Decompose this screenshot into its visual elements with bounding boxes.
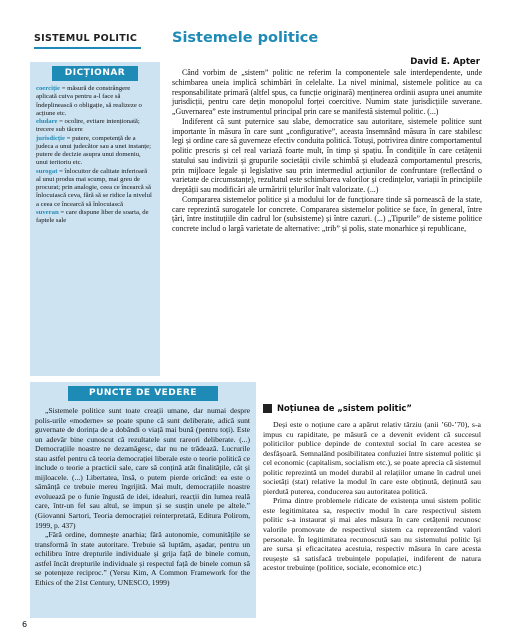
- section-heading: SISTEMUL POLITIC: [34, 33, 138, 44]
- section-rule: [34, 47, 141, 49]
- dictionary-entries: [30, 84, 160, 225]
- notion-title: Noțiunea de „sistem politic”: [277, 403, 412, 413]
- points-of-view-box: [30, 382, 256, 618]
- dictionary-title: DICȚIONAR: [52, 66, 138, 81]
- main-paragraph: Când vorbim de „sistem” politic ne referim la componentele sale interdependente, unde schimbarea uneia implică schimbări în celelalte. La nivel minimal, sistemele politice au ca responsabilitate primară (altfel spus, ca funcție originară) menținerea ordinii asupra unei anumite jurisdicții, pentru care dețin monopolul forței coercitive. Numim state jurisdicțiile suverane. „Guvernarea” este instrumentul principal prin care se manifestă sistemul politic. (...): [172, 68, 482, 116]
- notion-paragraph: Prima dintre problemele ridicate de existența unui sistem politic este legitimitatea sa, respectiv modul în care respectivul sistem politic s-a instaurat și mai ales măsura în care cetățenii recunosc valorile promovate de respectivul sistem ca reprezentând valori personale. În legitimitatea recunoscută sau nu sistemului politic își are sursa și eficacitatea acestuia, respectiv măsura în care acesta reușește să satisfacă trebuințele populației, indiferent de natura acestor trebuințe (politice, sociale, economice etc.): [263, 496, 481, 573]
- notion-paragraph: Deși este o noțiune care a apărut relativ târziu (anii ’60-’70), s-a impus cu rapiditate, pe măsură ce a devenit evident că succesul politicilor publice depinde de contextul social în care acestea se desfășoară. Semnalând posibilitatea confuziei între sistemul politic și cel economic (capitalism, socialism etc.), se poate aprecia că sistemul politic reprezintă un model durabil al relațiilor umane în cadrul unei societăți (stat) relative la modul în care este obținută, deținută sau pierdută puterea, conducerea sau autoritatea politică.: [263, 420, 481, 496]
- main-text: [172, 68, 482, 234]
- points-of-view-text: [30, 405, 256, 587]
- dictionary-entry-jurisdictie: jurisdicție = putere, competență de a judeca a unui judecător sau a unei instanțe; putere de decizie asupra unui domeniu, unui teritoriu etc.: [36, 134, 151, 167]
- dictionary-sidebar: [30, 62, 160, 376]
- dictionary-entry-surogat: surogat = înlocuitor de calitate inferioară al unui produs mai scump, mai greu de procurat; prin analogie, ceea ce încearcă să înlocuiască ceva, fără să se ridice la nivelul a ceea ce încearcă să înlocuiască: [36, 167, 152, 208]
- page-number: 6: [22, 620, 28, 629]
- author-name: David E. Apter: [410, 57, 480, 67]
- dictionary-entry-suveran: suveran = care dispune liber de soarta, de faptele sale: [36, 208, 149, 224]
- dictionary-entry-coercitie: coerciție = măsură de constrângere aplicată cuiva pentru a-l face să îndeplinească o obligație, să realizeze o acțiune etc.: [36, 85, 142, 117]
- main-paragraph: Indiferent că sunt puternice sau slabe, democratice sau autoritare, sistemele politice sunt importante în măsura în care sunt „configurative”, aceasta însemnând măsura în care stabilesc legi și ordine care să guverneze efectiv conduita politică. Totuși, potrivirea dintre comportamentul politic prescris și cel real variază foarte mult, în timp și spațiu. În condițiile în care cetățenii statului sau indivizii și grupurile societății civile schimbă și eludează comportamentul prescris, prin mijloace legale și legislative sau prin intermediul acțiunilor de confruntare (reflectând o varietate de circumstanțe), rezultatul este schimbarea valorilor și credințelor, variații în principiile dreptății sau modificări ale urmăririi țelurilor înalt valorizate. (...): [172, 116, 482, 194]
- notion-text: [263, 420, 481, 573]
- bullet-square-icon: [263, 404, 272, 413]
- points-of-view-title: PUNCTE DE VEDERE: [68, 386, 218, 401]
- quote-paragraph: „Fără ordine, domnește anarhia; fără autonomie, comunitățile se transformă în state autoritare. Trebuie să luptăm, așadar, pentru un echilibru între drepturile individuale și grija față de binele comun, astfel încât drepturile individuale și respectul față de binele comun să se potențeze reciproc.” (Yersu Kim, A Common Framework for the Ethics of the 21st Century, UNESCO, 1999): [35, 530, 250, 587]
- quote-paragraph: „Sistemele politice sunt toate creații umane, dar numai despre polis-urile «moderne» se poate spune că sunt deliberate, adică sunt guvernate de dorința de a dobândi o viață mai bună (pentru toți). Este un adevăr bine cunoscut că rezultatele sunt rareori deliberate. (...) Democrațiile noastre ne dezamăgesc, dar nu ne trădează. Lucrurile stau astfel pentru că teoria democrației liberale este o teorie politică ce include o teorie a practicii sale, care să conțină atât finalitățile, cât și mijloacele. (...) Libertatea, însă, o putem pierde oricând: ea este o sămânță ce trebuie mereu îngrijită. Mai mult, democrațiile noastre evoluează pe o funie îngustă de idei, idealuri, reacții din lumea reală care, într-un fel sau altul, se impun și se susțin unele pe altele.” (Giovanni Sartori, Teoria democrației reinterpretată, Editura Polirom, 1999, p. 437): [35, 406, 250, 530]
- main-paragraph: Compararea sistemelor politice și a modului lor de funcționare tinde să pornească de la state, care reprezintă surogatele lor concrete. Compararea sistemelor politice se face, în general, între țări, între instituțiile din cadrul lor (subsisteme) și între cazuri. (...) „Tipurile” de sisteme politice concrete includ o largă varietate de alternative: „trib” și polis, state monarhice și republicane,: [172, 194, 482, 233]
- dictionary-entry-eludare: eludare = ocolire, evitare intenționată; trecere sub tăcere: [36, 118, 140, 134]
- chapter-title: Sistemele politice: [172, 30, 319, 46]
